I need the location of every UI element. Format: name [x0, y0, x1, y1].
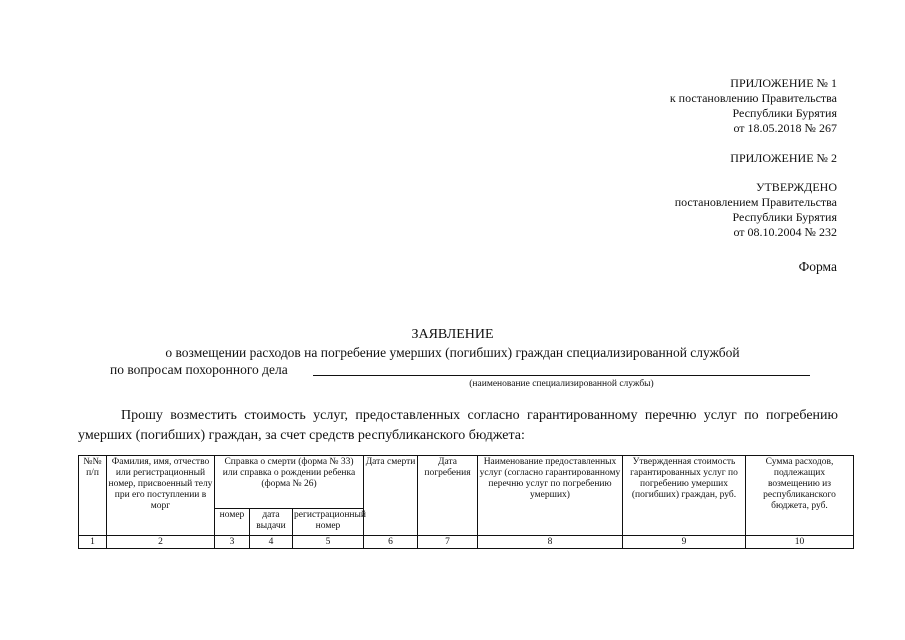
- header-cost: Утвержденная стоимость гарантированных услуг по погребению умерших (погибших) граждан, руб.: [623, 456, 746, 536]
- column-number: 6: [364, 536, 418, 549]
- header-cert-date: дата выдачи: [250, 509, 293, 536]
- column-number: 3: [215, 536, 250, 549]
- expenses-table: [78, 455, 854, 549]
- form-label: Форма: [798, 259, 837, 274]
- appendix1-line: Республики Бурятия: [732, 106, 837, 120]
- column-number: 7: [418, 536, 478, 549]
- header-cert-number: номер: [215, 509, 250, 536]
- service-name-field-note: (наименование специализированной службы): [469, 379, 654, 389]
- column-number: 9: [623, 536, 746, 549]
- appendix1-block: [670, 76, 837, 136]
- approved-title: УТВЕРЖДЕНО: [755, 180, 837, 194]
- column-number: 10: [746, 536, 854, 549]
- approved-line: Республики Бурятия: [732, 210, 837, 224]
- header-name: Фамилия, имя, отчество или регистрационный номер, присвоенный телу при его поступлении в морг: [107, 456, 215, 536]
- document-title: ЗАЯВЛЕНИЕ: [411, 327, 494, 342]
- document-subtitle-line2: по вопросам похоронного дела: [110, 362, 288, 377]
- header-num: №№ п/п: [79, 456, 107, 536]
- header-death-date: Дата смерти: [364, 456, 418, 536]
- column-number: 8: [478, 536, 623, 549]
- appendix1-line: к постановлению Правительства: [669, 91, 837, 105]
- request-paragraph: Прошу возместить стоимость услуг, предоставленных согласно гарантированному перечню услуг по погребению умерших (погибших) граждан, за счет средств республиканского бюджета:: [78, 408, 838, 443]
- column-number: 2: [107, 536, 215, 549]
- approved-block: [675, 180, 837, 240]
- header-burial-date: Дата погребения: [418, 456, 478, 536]
- header-services: Наименование предоставленных услуг (согласно гарантированному перечню услуг по погребению умерших): [478, 456, 623, 536]
- appendix1-title: ПРИЛОЖЕНИЕ № 1: [730, 76, 837, 90]
- column-number: 4: [250, 536, 293, 549]
- appendix1-date: от 18.05.2018 № 267: [733, 121, 837, 135]
- document-subtitle-line1: о возмещении расходов на погребение умерших (погибших) граждан специализированной службой: [165, 345, 740, 360]
- header-certificate: Справка о смерти (форма № 33) или справка о рождении ребенка (форма № 26): [215, 456, 364, 509]
- appendix2-title: ПРИЛОЖЕНИЕ № 2: [730, 151, 837, 165]
- approved-date: от 08.10.2004 № 232: [733, 225, 837, 239]
- column-number: 5: [293, 536, 364, 549]
- header-sum: Сумма расходов, подлежащих возмещению из республиканского бюджета, руб.: [746, 456, 854, 536]
- service-name-field-line[interactable]: [313, 375, 810, 376]
- header-cert-reg: регистрационный номер: [293, 509, 364, 536]
- approved-line: постановлением Правительства: [674, 195, 837, 209]
- column-number: 1: [79, 536, 107, 549]
